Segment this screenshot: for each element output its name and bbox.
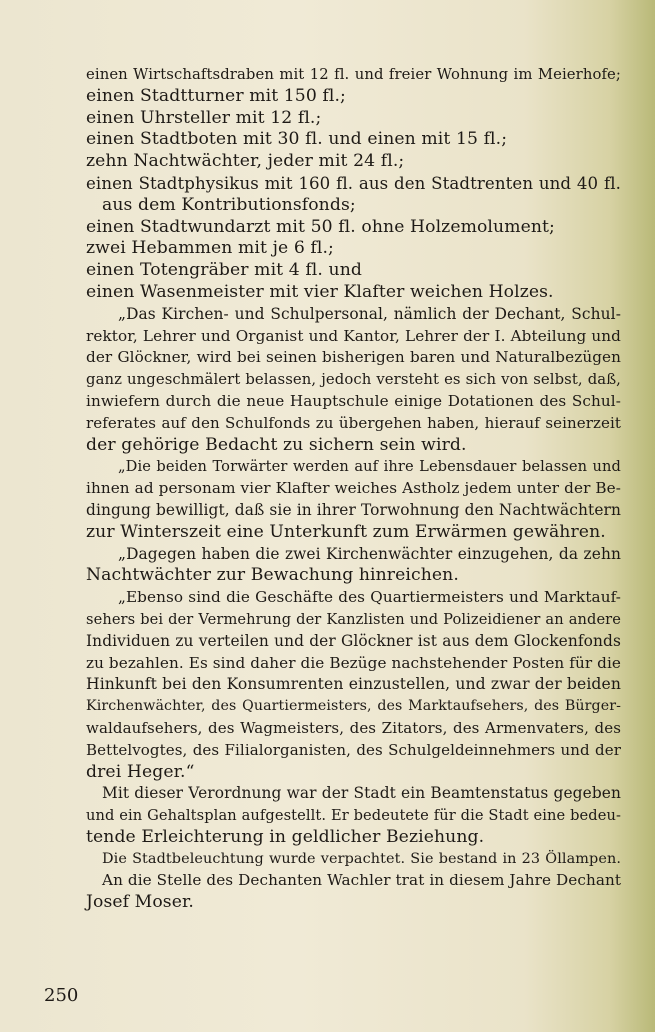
text-line: drei Heger.“ — [86, 761, 195, 782]
text-line: rektor, Lehrer und Organist und Kantor, Lehrer der I. Abteilung und — [86, 326, 621, 345]
text-line: zehn Nachtwächter, jeder mit 24 fl.; — [86, 151, 405, 172]
text-line: der Glöckner, wird bei seinen bisherigen baren und Naturalbezügen — [86, 348, 621, 367]
text-line: einen Stadtphysikus mit 160 fl. aus den Stadtrenten und 40 fl. — [86, 173, 621, 193]
text-line: ihnen ad personam vier Klafter weiches Astholz jedem unter der Be- — [86, 479, 621, 498]
body-text — [86, 64, 621, 914]
text-line: Hinkunft bei den Konsumrenten einzustellen, und zwar der beiden — [86, 675, 621, 694]
text-line: tende Erleichterung in geldlicher Beziehung. — [86, 826, 485, 847]
text-line: einen Wirtschaftsdraben mit 12 fl. und freier Wohnung im Meierhofe; — [86, 66, 621, 83]
text-line: inwiefern durch die neue Hauptschule einige Dotationen des Schul- — [86, 391, 621, 410]
text-line: einen Wasenmeister mit vier Klafter weichen Holzes. — [86, 281, 554, 302]
text-line: zwei Hebammen mit je 6 fl.; — [86, 238, 334, 259]
text-line: „Ebenso sind die Geschäfte des Quartiermeisters und Marktauf- — [118, 588, 621, 607]
text-line: zu bezahlen. Es sind daher die Bezüge nachstehender Posten für die — [86, 653, 621, 672]
text-line: einen Stadtturner mit 150 fl.; — [86, 85, 346, 106]
text-line: einen Totengräber mit 4 fl. und — [86, 260, 362, 281]
text-line: referates auf den Schulfonds zu übergehen haben, hierauf seinerzeit — [86, 413, 621, 432]
text-line: Individuen zu verteilen und der Glöckner ist aus dem Glockenfonds — [86, 631, 621, 650]
text-line: An die Stelle des Dechanten Wachler trat in diesem Jahre Dechant — [102, 871, 622, 890]
text-line: waldaufsehers, des Wagmeisters, des Zitators, des Armenvaters, des — [86, 718, 621, 737]
text-line: „Dagegen haben die zwei Kirchenwächter einzugehen, da zehn — [118, 544, 621, 563]
text-line: ganz ungeschmälert belassen, jedoch versteht es sich von selbst, daß, — [86, 371, 621, 389]
text-line: einen Stadtboten mit 30 fl. und einen mit 15 fl.; — [86, 129, 508, 150]
text-line: dingung bewilligt, daß sie in ihrer Torwohnung den Nachtwächtern — [86, 500, 621, 519]
text-line: Kirchenwächter, des Quartiermeisters, des Marktaufsehers, des Bürger- — [86, 698, 621, 715]
text-line: Josef Moser. — [86, 892, 194, 913]
text-line: „Das Kirchen- und Schulpersonal, nämlich der Dechant, Schul- — [118, 304, 621, 323]
text-line: Mit dieser Verordnung war der Stadt ein Beamtenstatus gegeben — [102, 784, 621, 803]
text-line: einen Stadtwundarzt mit 50 fl. ohne Holzemolument; — [86, 216, 555, 237]
text-line: der gehörige Bedacht zu sichern sein wird. — [86, 434, 467, 455]
text-line: sehers bei der Vermehrung der Kanzlisten und Polizeidiener an andere — [86, 610, 621, 628]
text-line: einen Uhrsteller mit 12 fl.; — [86, 107, 322, 128]
text-line: zur Winterszeit eine Unterkunft zum Erwärmen gewähren. — [86, 521, 606, 542]
text-line: und ein Gehaltsplan aufgestellt. Er bedeutete für die Stadt eine bedeu- — [86, 807, 621, 825]
text-line: aus dem Kontributionsfonds; — [102, 194, 356, 215]
text-line: Die Stadtbeleuchtung wurde verpachtet. Sie bestand in 23 Öllampen. — [102, 850, 621, 867]
text-line: „Die beiden Torwärter werden auf ihre Lebensdauer belassen und — [118, 458, 621, 476]
text-line: Bettelvogtes, des Filialorganisten, des Schulgeldeinnehmers und der — [86, 740, 621, 759]
text-line: Nachtwächter zur Bewachung hinreichen. — [86, 565, 459, 586]
page-number: 250 — [44, 985, 79, 1006]
